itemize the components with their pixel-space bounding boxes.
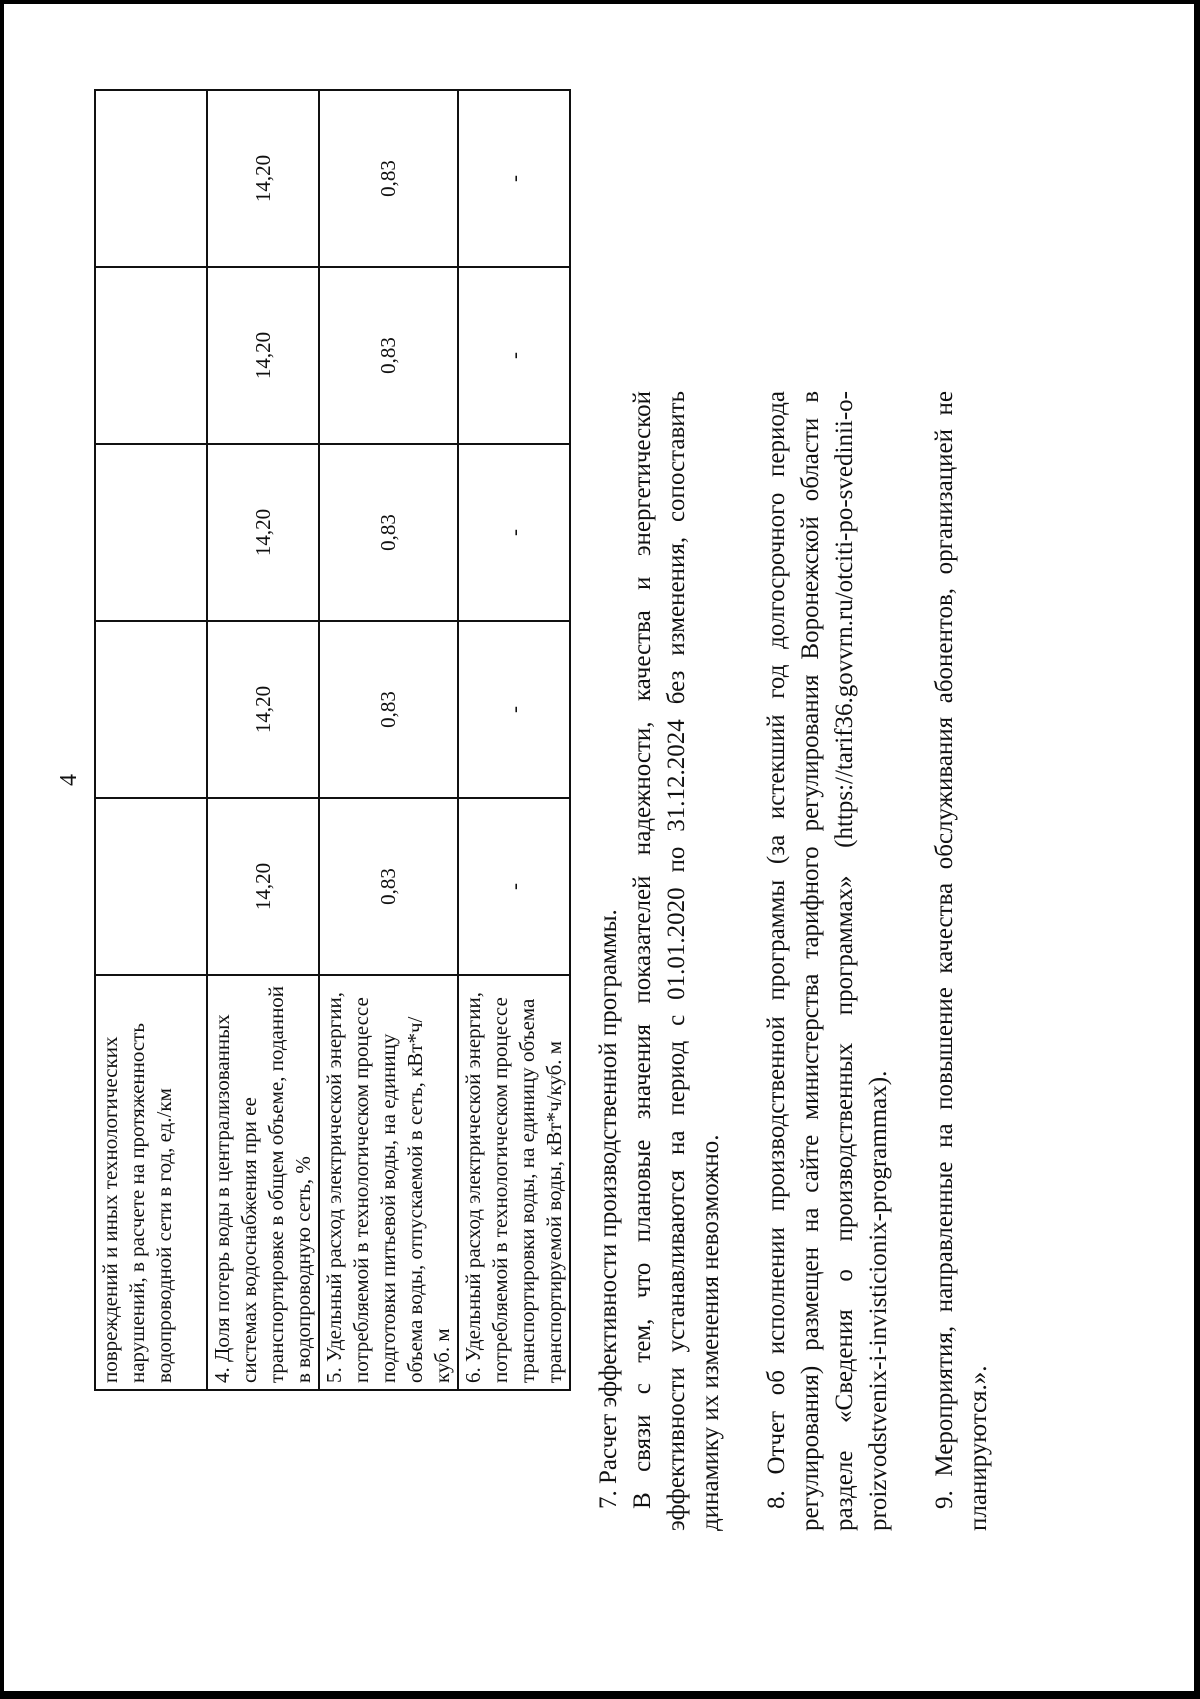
document-page (4, 4, 1194, 1691)
cell-value: 0,83 (319, 444, 458, 621)
row-label: 6. Удельный расход электрической энергии, потребляемой в технологическом процессе транспортировки воды, на единицу объема транспортируемой воды, кВт*ч/куб. м (458, 975, 570, 1390)
cell-value: 14,20 (207, 798, 319, 975)
cell-value: 0,83 (319, 798, 458, 975)
cell-value: - (458, 444, 570, 621)
cell-value: - (458, 90, 570, 267)
section-9-body: 9. Мероприятия, направленные на повышение качества обслуживания абонентов, организацией не планируются.». (931, 391, 992, 1531)
cell-value: 0,83 (319, 90, 458, 267)
cell-value: - (458, 267, 570, 444)
rotated-content (4, 4, 1194, 1691)
cell-value: - (458, 621, 570, 798)
cell-value: 14,20 (207, 621, 319, 798)
section-8-body: 8. Отчет об исполнении производственной программы (за истекший год долгосрочного периода регулирования) размещен на сайте министерства тарифного регулирования Воронежской области в разделе «Сведения о производственных программах» (https://tarif36.govvrn.ru/otciti-po-svedinii-o-proizvodstvenix-i-invisticionix-programmax). (763, 391, 892, 1531)
table-row (319, 90, 458, 1390)
page-number: 4 (56, 774, 82, 786)
cell-value: 0,83 (319, 267, 458, 444)
row-label: 5. Удельный расход электрической энергии, потребляемой в технологическом процессе подготовки питьевой воды, на единицу объема воды, отпускаемой в сеть, кВт*ч/куб. м (319, 975, 458, 1390)
row-label: повреждений и иных технологических нарушений, в расчете на протяженность водопроводной сети в год, ед./км (95, 975, 207, 1390)
body-text (592, 391, 996, 1531)
cell-value (95, 267, 207, 444)
table-row (207, 90, 319, 1390)
table-row (458, 90, 570, 1390)
section-7-body: В связи с тем, что плановые значения показателей надежности, качества и энергетической эффективности устанавливаются на период с 01.01.2020 по 31.12.2024 без изменения, сопоставить динамику их изменения невозможно. (629, 391, 724, 1531)
table-row (95, 90, 207, 1390)
section-7-heading: 7. Расчет эффективности производственной программы. (595, 909, 622, 1509)
indicators-table (94, 89, 571, 1391)
cell-value: 14,20 (207, 444, 319, 621)
cell-value: 14,20 (207, 267, 319, 444)
cell-value: 14,20 (207, 90, 319, 267)
cell-value (95, 621, 207, 798)
cell-value (95, 798, 207, 975)
row-label: 4. Доля потерь воды в централизованных системах водоснабжения при ее транспортировке в общем объеме, поданной в водопроводную сеть, % (207, 975, 319, 1390)
cell-value (95, 90, 207, 267)
cell-value (95, 444, 207, 621)
cell-value: 0,83 (319, 621, 458, 798)
cell-value: - (458, 798, 570, 975)
